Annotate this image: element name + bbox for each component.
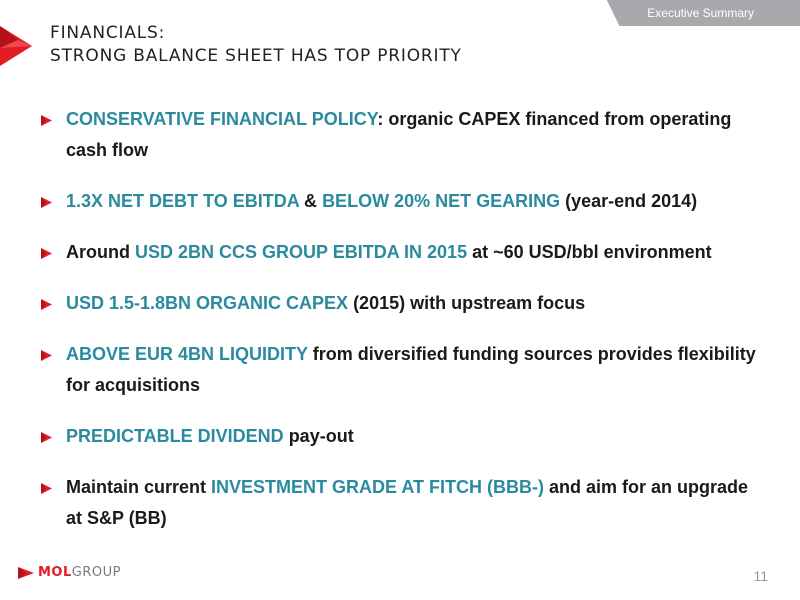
- bullet-item: [38, 421, 768, 452]
- bullet-highlight-text: USD 2BN CCS GROUP EBITDA IN 2015: [135, 242, 468, 262]
- triangle-bullet-icon: [41, 299, 52, 310]
- bullet-text: from diversified funding sources provides flexibility for acquisitions: [66, 344, 756, 395]
- bullet-list: [38, 104, 768, 554]
- bullet-item: [38, 288, 768, 319]
- bullet-text: at ~60 USD/bbl environment: [467, 242, 712, 262]
- page-title: [50, 22, 462, 68]
- bullet-highlight-text: 1.3X NET DEBT TO EBITDA: [66, 191, 300, 211]
- bullet-text: and aim for an upgrade at S&P (BB): [66, 477, 749, 528]
- bullet-text: (2015) with upstream focus: [348, 293, 586, 313]
- triangle-bullet-icon: [41, 483, 52, 494]
- mol-logo-icon: [18, 567, 34, 579]
- bullet-text: pay-out: [283, 426, 354, 446]
- red-crystal-icon: [0, 22, 34, 66]
- logo-group-text: GROUP: [71, 565, 121, 580]
- bullet-highlight-text: CONSERVATIVE FINANCIAL POLICY: [66, 109, 378, 129]
- bullet-text: (year-end 2014): [560, 191, 698, 211]
- bullet-text: Maintain current: [66, 477, 212, 497]
- company-logo: [18, 565, 121, 580]
- bullet-text: : organic CAPEX financed from operating cash flow: [66, 109, 732, 160]
- bullet-text: Around: [66, 242, 135, 262]
- bullet-text: &: [299, 191, 323, 211]
- bullet-highlight-text: INVESTMENT GRADE AT FITCH (BBB-): [211, 477, 545, 497]
- page-title-line-2: STRONG BALANCE SHEET HAS TOP PRIORITY: [50, 46, 462, 66]
- section-tab-label: Executive Summary: [647, 6, 754, 20]
- triangle-bullet-icon: [41, 197, 52, 208]
- bullet-highlight-text: ABOVE EUR 4BN LIQUIDITY: [66, 344, 308, 364]
- bullet-item: [38, 186, 768, 217]
- page-number: 11: [753, 568, 768, 584]
- bullet-highlight-text: USD 1.5-1.8BN ORGANIC CAPEX: [66, 293, 349, 313]
- bullet-item: [38, 104, 768, 166]
- triangle-bullet-icon: [41, 432, 52, 443]
- page-title-line-1: FINANCIALS:: [50, 23, 166, 43]
- bullet-item: [38, 472, 768, 534]
- bullet-item: [38, 237, 768, 268]
- triangle-bullet-icon: [41, 115, 52, 126]
- bullet-highlight-text: BELOW 20% NET GEARING: [322, 191, 561, 211]
- bullet-item: [38, 339, 768, 401]
- bullet-highlight-text: PREDICTABLE DIVIDEND: [66, 426, 284, 446]
- triangle-bullet-icon: [41, 350, 52, 361]
- logo-mol-text: MOL: [38, 565, 72, 580]
- triangle-bullet-icon: [41, 248, 52, 259]
